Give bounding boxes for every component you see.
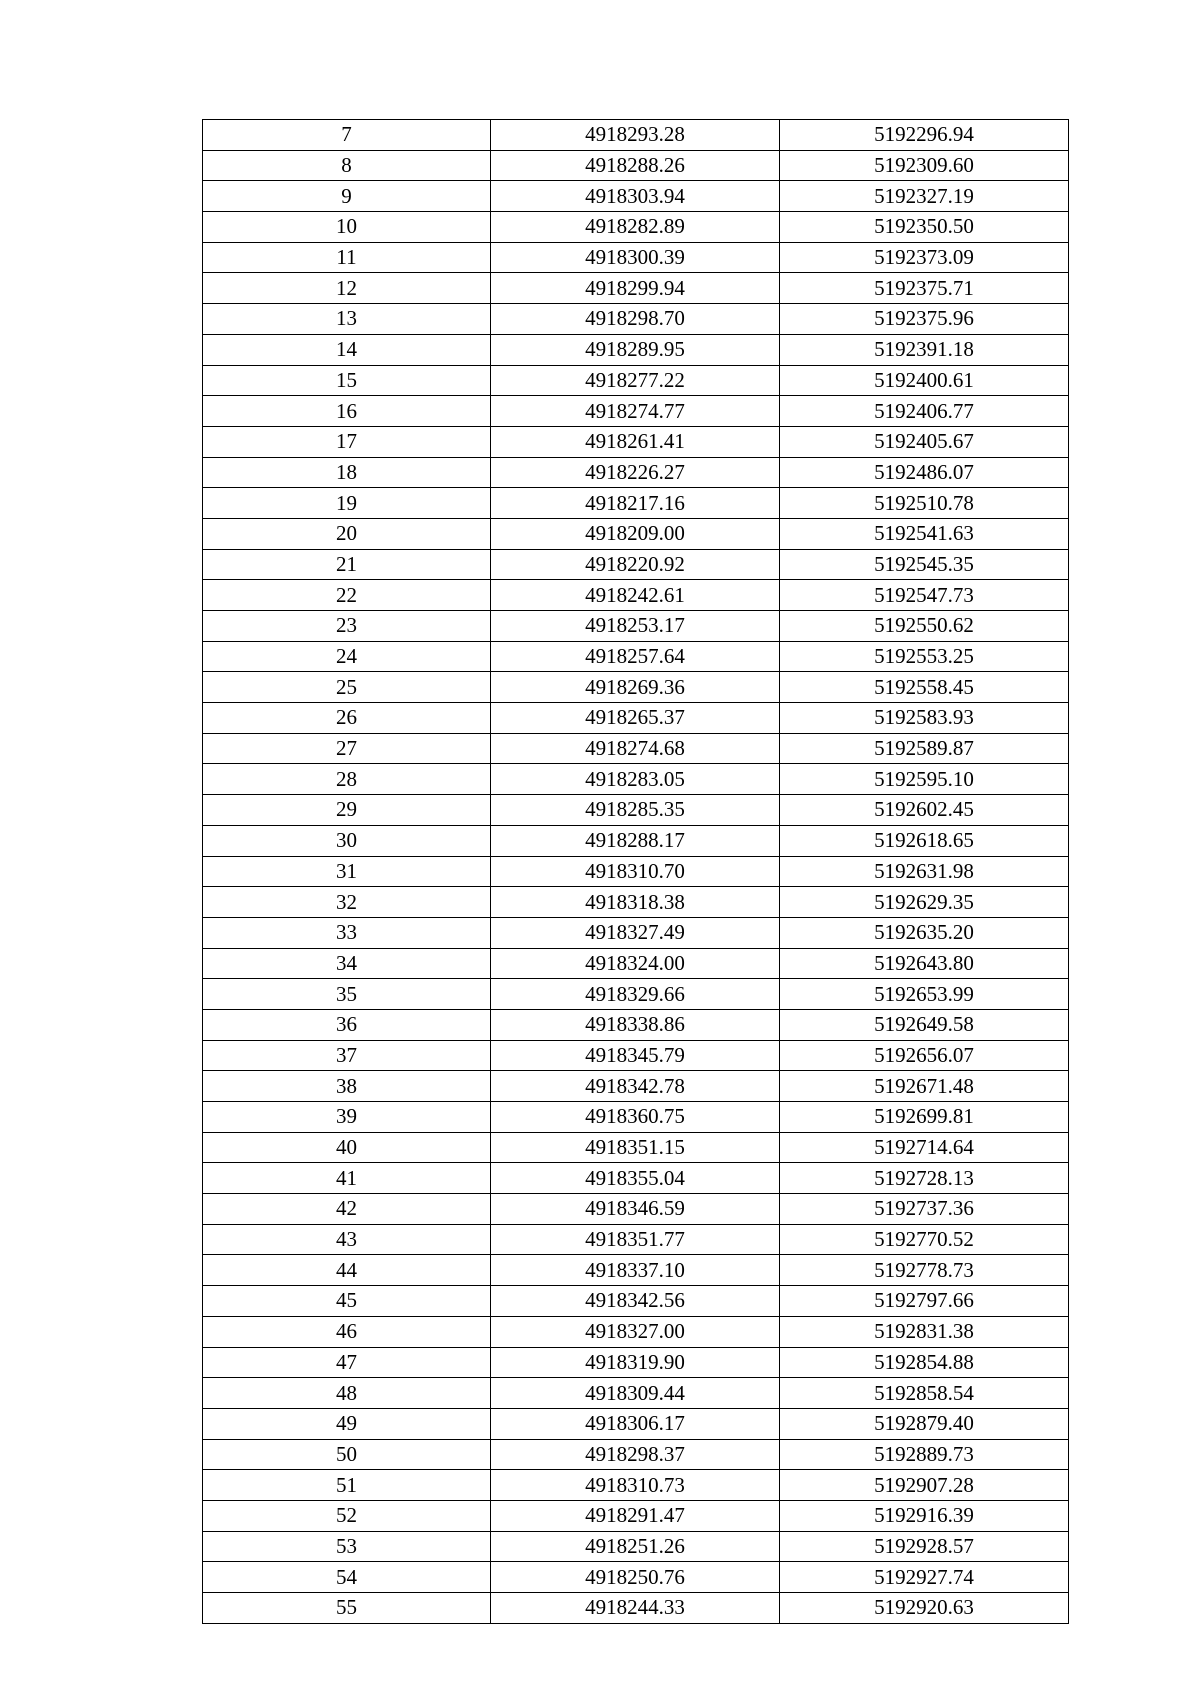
x-coordinate-cell: 4918253.17 bbox=[491, 611, 780, 642]
point-number-cell: 52 bbox=[203, 1500, 491, 1531]
point-number-cell: 22 bbox=[203, 580, 491, 611]
table-row bbox=[203, 1316, 1069, 1347]
x-coordinate-cell: 4918318.38 bbox=[491, 887, 780, 918]
point-number-cell: 7 bbox=[203, 120, 491, 151]
x-coordinate-cell: 4918293.28 bbox=[491, 120, 780, 151]
point-number-cell: 33 bbox=[203, 917, 491, 948]
point-number-cell: 14 bbox=[203, 334, 491, 365]
table-row bbox=[203, 1378, 1069, 1409]
y-coordinate-cell: 5192629.35 bbox=[780, 887, 1069, 918]
y-coordinate-cell: 5192327.19 bbox=[780, 181, 1069, 212]
table-row bbox=[203, 242, 1069, 273]
table-row bbox=[203, 120, 1069, 151]
table-row bbox=[203, 1593, 1069, 1624]
table-row bbox=[203, 212, 1069, 243]
table-row bbox=[203, 1439, 1069, 1470]
x-coordinate-cell: 4918269.36 bbox=[491, 672, 780, 703]
table-row bbox=[203, 1500, 1069, 1531]
table-row bbox=[203, 488, 1069, 519]
point-number-cell: 35 bbox=[203, 979, 491, 1010]
table-row bbox=[203, 365, 1069, 396]
y-coordinate-cell: 5192797.66 bbox=[780, 1286, 1069, 1317]
point-number-cell: 25 bbox=[203, 672, 491, 703]
x-coordinate-cell: 4918283.05 bbox=[491, 764, 780, 795]
table-row bbox=[203, 1071, 1069, 1102]
y-coordinate-cell: 5192653.99 bbox=[780, 979, 1069, 1010]
y-coordinate-cell: 5192643.80 bbox=[780, 948, 1069, 979]
x-coordinate-cell: 4918288.26 bbox=[491, 150, 780, 181]
point-number-cell: 43 bbox=[203, 1224, 491, 1255]
x-coordinate-cell: 4918244.33 bbox=[491, 1593, 780, 1624]
table-row bbox=[203, 1132, 1069, 1163]
y-coordinate-cell: 5192907.28 bbox=[780, 1470, 1069, 1501]
x-coordinate-cell: 4918250.76 bbox=[491, 1562, 780, 1593]
table-row bbox=[203, 518, 1069, 549]
point-number-cell: 49 bbox=[203, 1408, 491, 1439]
point-number-cell: 47 bbox=[203, 1347, 491, 1378]
table-row bbox=[203, 1102, 1069, 1133]
table-row bbox=[203, 1040, 1069, 1071]
point-number-cell: 27 bbox=[203, 733, 491, 764]
point-number-cell: 53 bbox=[203, 1531, 491, 1562]
x-coordinate-cell: 4918310.70 bbox=[491, 856, 780, 887]
x-coordinate-cell: 4918220.92 bbox=[491, 549, 780, 580]
table-row bbox=[203, 1224, 1069, 1255]
y-coordinate-cell: 5192391.18 bbox=[780, 334, 1069, 365]
table-row bbox=[203, 887, 1069, 918]
table-row bbox=[203, 273, 1069, 304]
x-coordinate-cell: 4918298.37 bbox=[491, 1439, 780, 1470]
table-row bbox=[203, 1286, 1069, 1317]
table-row bbox=[203, 672, 1069, 703]
table-row bbox=[203, 733, 1069, 764]
x-coordinate-cell: 4918274.77 bbox=[491, 396, 780, 427]
x-coordinate-cell: 4918319.90 bbox=[491, 1347, 780, 1378]
x-coordinate-cell: 4918337.10 bbox=[491, 1255, 780, 1286]
table-row bbox=[203, 1009, 1069, 1040]
x-coordinate-cell: 4918306.17 bbox=[491, 1408, 780, 1439]
x-coordinate-cell: 4918345.79 bbox=[491, 1040, 780, 1071]
x-coordinate-cell: 4918242.61 bbox=[491, 580, 780, 611]
y-coordinate-cell: 5192602.45 bbox=[780, 795, 1069, 826]
y-coordinate-cell: 5192831.38 bbox=[780, 1316, 1069, 1347]
y-coordinate-cell: 5192375.96 bbox=[780, 304, 1069, 335]
table-row bbox=[203, 150, 1069, 181]
y-coordinate-cell: 5192714.64 bbox=[780, 1132, 1069, 1163]
point-number-cell: 23 bbox=[203, 611, 491, 642]
x-coordinate-cell: 4918274.68 bbox=[491, 733, 780, 764]
y-coordinate-cell: 5192649.58 bbox=[780, 1009, 1069, 1040]
table-row bbox=[203, 181, 1069, 212]
point-number-cell: 16 bbox=[203, 396, 491, 427]
point-number-cell: 18 bbox=[203, 457, 491, 488]
point-number-cell: 8 bbox=[203, 150, 491, 181]
point-number-cell: 17 bbox=[203, 426, 491, 457]
y-coordinate-cell: 5192541.63 bbox=[780, 518, 1069, 549]
y-coordinate-cell: 5192671.48 bbox=[780, 1071, 1069, 1102]
y-coordinate-cell: 5192778.73 bbox=[780, 1255, 1069, 1286]
y-coordinate-cell: 5192545.35 bbox=[780, 549, 1069, 580]
x-coordinate-cell: 4918300.39 bbox=[491, 242, 780, 273]
table-row bbox=[203, 825, 1069, 856]
point-number-cell: 10 bbox=[203, 212, 491, 243]
y-coordinate-cell: 5192553.25 bbox=[780, 641, 1069, 672]
table-row bbox=[203, 1562, 1069, 1593]
x-coordinate-cell: 4918299.94 bbox=[491, 273, 780, 304]
y-coordinate-cell: 5192635.20 bbox=[780, 917, 1069, 948]
x-coordinate-cell: 4918226.27 bbox=[491, 457, 780, 488]
y-coordinate-cell: 5192309.60 bbox=[780, 150, 1069, 181]
point-number-cell: 15 bbox=[203, 365, 491, 396]
coordinates-table-body bbox=[203, 120, 1069, 1624]
table-row bbox=[203, 396, 1069, 427]
y-coordinate-cell: 5192920.63 bbox=[780, 1593, 1069, 1624]
table-row bbox=[203, 304, 1069, 335]
coordinates-table bbox=[202, 119, 1069, 1624]
x-coordinate-cell: 4918310.73 bbox=[491, 1470, 780, 1501]
y-coordinate-cell: 5192558.45 bbox=[780, 672, 1069, 703]
point-number-cell: 19 bbox=[203, 488, 491, 519]
x-coordinate-cell: 4918257.64 bbox=[491, 641, 780, 672]
table-row bbox=[203, 795, 1069, 826]
table-row bbox=[203, 426, 1069, 457]
y-coordinate-cell: 5192889.73 bbox=[780, 1439, 1069, 1470]
table-row bbox=[203, 334, 1069, 365]
point-number-cell: 36 bbox=[203, 1009, 491, 1040]
table-row bbox=[203, 1531, 1069, 1562]
table-row bbox=[203, 917, 1069, 948]
table-row bbox=[203, 580, 1069, 611]
point-number-cell: 30 bbox=[203, 825, 491, 856]
x-coordinate-cell: 4918303.94 bbox=[491, 181, 780, 212]
table-row bbox=[203, 1408, 1069, 1439]
table-row bbox=[203, 1194, 1069, 1225]
x-coordinate-cell: 4918265.37 bbox=[491, 703, 780, 734]
point-number-cell: 9 bbox=[203, 181, 491, 212]
y-coordinate-cell: 5192405.67 bbox=[780, 426, 1069, 457]
y-coordinate-cell: 5192770.52 bbox=[780, 1224, 1069, 1255]
table-row bbox=[203, 1347, 1069, 1378]
point-number-cell: 54 bbox=[203, 1562, 491, 1593]
point-number-cell: 28 bbox=[203, 764, 491, 795]
point-number-cell: 24 bbox=[203, 641, 491, 672]
table-row bbox=[203, 611, 1069, 642]
y-coordinate-cell: 5192928.57 bbox=[780, 1531, 1069, 1562]
y-coordinate-cell: 5192296.94 bbox=[780, 120, 1069, 151]
table-row bbox=[203, 979, 1069, 1010]
point-number-cell: 37 bbox=[203, 1040, 491, 1071]
point-number-cell: 40 bbox=[203, 1132, 491, 1163]
point-number-cell: 48 bbox=[203, 1378, 491, 1409]
x-coordinate-cell: 4918282.89 bbox=[491, 212, 780, 243]
x-coordinate-cell: 4918285.35 bbox=[491, 795, 780, 826]
table-row bbox=[203, 856, 1069, 887]
y-coordinate-cell: 5192595.10 bbox=[780, 764, 1069, 795]
y-coordinate-cell: 5192486.07 bbox=[780, 457, 1069, 488]
table-row bbox=[203, 549, 1069, 580]
y-coordinate-cell: 5192854.88 bbox=[780, 1347, 1069, 1378]
y-coordinate-cell: 5192618.65 bbox=[780, 825, 1069, 856]
y-coordinate-cell: 5192583.93 bbox=[780, 703, 1069, 734]
point-number-cell: 44 bbox=[203, 1255, 491, 1286]
x-coordinate-cell: 4918355.04 bbox=[491, 1163, 780, 1194]
point-number-cell: 12 bbox=[203, 273, 491, 304]
x-coordinate-cell: 4918217.16 bbox=[491, 488, 780, 519]
y-coordinate-cell: 5192510.78 bbox=[780, 488, 1069, 519]
x-coordinate-cell: 4918291.47 bbox=[491, 1500, 780, 1531]
table-row bbox=[203, 703, 1069, 734]
point-number-cell: 13 bbox=[203, 304, 491, 335]
x-coordinate-cell: 4918329.66 bbox=[491, 979, 780, 1010]
y-coordinate-cell: 5192350.50 bbox=[780, 212, 1069, 243]
point-number-cell: 26 bbox=[203, 703, 491, 734]
x-coordinate-cell: 4918309.44 bbox=[491, 1378, 780, 1409]
y-coordinate-cell: 5192631.98 bbox=[780, 856, 1069, 887]
y-coordinate-cell: 5192858.54 bbox=[780, 1378, 1069, 1409]
table-row bbox=[203, 1470, 1069, 1501]
point-number-cell: 11 bbox=[203, 242, 491, 273]
y-coordinate-cell: 5192589.87 bbox=[780, 733, 1069, 764]
y-coordinate-cell: 5192375.71 bbox=[780, 273, 1069, 304]
point-number-cell: 55 bbox=[203, 1593, 491, 1624]
x-coordinate-cell: 4918289.95 bbox=[491, 334, 780, 365]
table-row bbox=[203, 948, 1069, 979]
table-row bbox=[203, 457, 1069, 488]
x-coordinate-cell: 4918342.56 bbox=[491, 1286, 780, 1317]
table-row bbox=[203, 1255, 1069, 1286]
y-coordinate-cell: 5192879.40 bbox=[780, 1408, 1069, 1439]
y-coordinate-cell: 5192699.81 bbox=[780, 1102, 1069, 1133]
point-number-cell: 39 bbox=[203, 1102, 491, 1133]
point-number-cell: 29 bbox=[203, 795, 491, 826]
x-coordinate-cell: 4918360.75 bbox=[491, 1102, 780, 1133]
x-coordinate-cell: 4918288.17 bbox=[491, 825, 780, 856]
point-number-cell: 50 bbox=[203, 1439, 491, 1470]
y-coordinate-cell: 5192728.13 bbox=[780, 1163, 1069, 1194]
y-coordinate-cell: 5192547.73 bbox=[780, 580, 1069, 611]
table-row bbox=[203, 641, 1069, 672]
y-coordinate-cell: 5192400.61 bbox=[780, 365, 1069, 396]
table-row bbox=[203, 1163, 1069, 1194]
x-coordinate-cell: 4918346.59 bbox=[491, 1194, 780, 1225]
x-coordinate-cell: 4918209.00 bbox=[491, 518, 780, 549]
point-number-cell: 20 bbox=[203, 518, 491, 549]
y-coordinate-cell: 5192656.07 bbox=[780, 1040, 1069, 1071]
point-number-cell: 46 bbox=[203, 1316, 491, 1347]
x-coordinate-cell: 4918338.86 bbox=[491, 1009, 780, 1040]
x-coordinate-cell: 4918351.77 bbox=[491, 1224, 780, 1255]
x-coordinate-cell: 4918351.15 bbox=[491, 1132, 780, 1163]
x-coordinate-cell: 4918298.70 bbox=[491, 304, 780, 335]
point-number-cell: 21 bbox=[203, 549, 491, 580]
y-coordinate-cell: 5192550.62 bbox=[780, 611, 1069, 642]
x-coordinate-cell: 4918324.00 bbox=[491, 948, 780, 979]
point-number-cell: 51 bbox=[203, 1470, 491, 1501]
y-coordinate-cell: 5192406.77 bbox=[780, 396, 1069, 427]
x-coordinate-cell: 4918327.00 bbox=[491, 1316, 780, 1347]
x-coordinate-cell: 4918327.49 bbox=[491, 917, 780, 948]
y-coordinate-cell: 5192916.39 bbox=[780, 1500, 1069, 1531]
point-number-cell: 42 bbox=[203, 1194, 491, 1225]
point-number-cell: 38 bbox=[203, 1071, 491, 1102]
point-number-cell: 31 bbox=[203, 856, 491, 887]
x-coordinate-cell: 4918342.78 bbox=[491, 1071, 780, 1102]
y-coordinate-cell: 5192737.36 bbox=[780, 1194, 1069, 1225]
table-row bbox=[203, 764, 1069, 795]
point-number-cell: 41 bbox=[203, 1163, 491, 1194]
x-coordinate-cell: 4918251.26 bbox=[491, 1531, 780, 1562]
point-number-cell: 45 bbox=[203, 1286, 491, 1317]
x-coordinate-cell: 4918277.22 bbox=[491, 365, 780, 396]
point-number-cell: 32 bbox=[203, 887, 491, 918]
y-coordinate-cell: 5192373.09 bbox=[780, 242, 1069, 273]
y-coordinate-cell: 5192927.74 bbox=[780, 1562, 1069, 1593]
point-number-cell: 34 bbox=[203, 948, 491, 979]
x-coordinate-cell: 4918261.41 bbox=[491, 426, 780, 457]
